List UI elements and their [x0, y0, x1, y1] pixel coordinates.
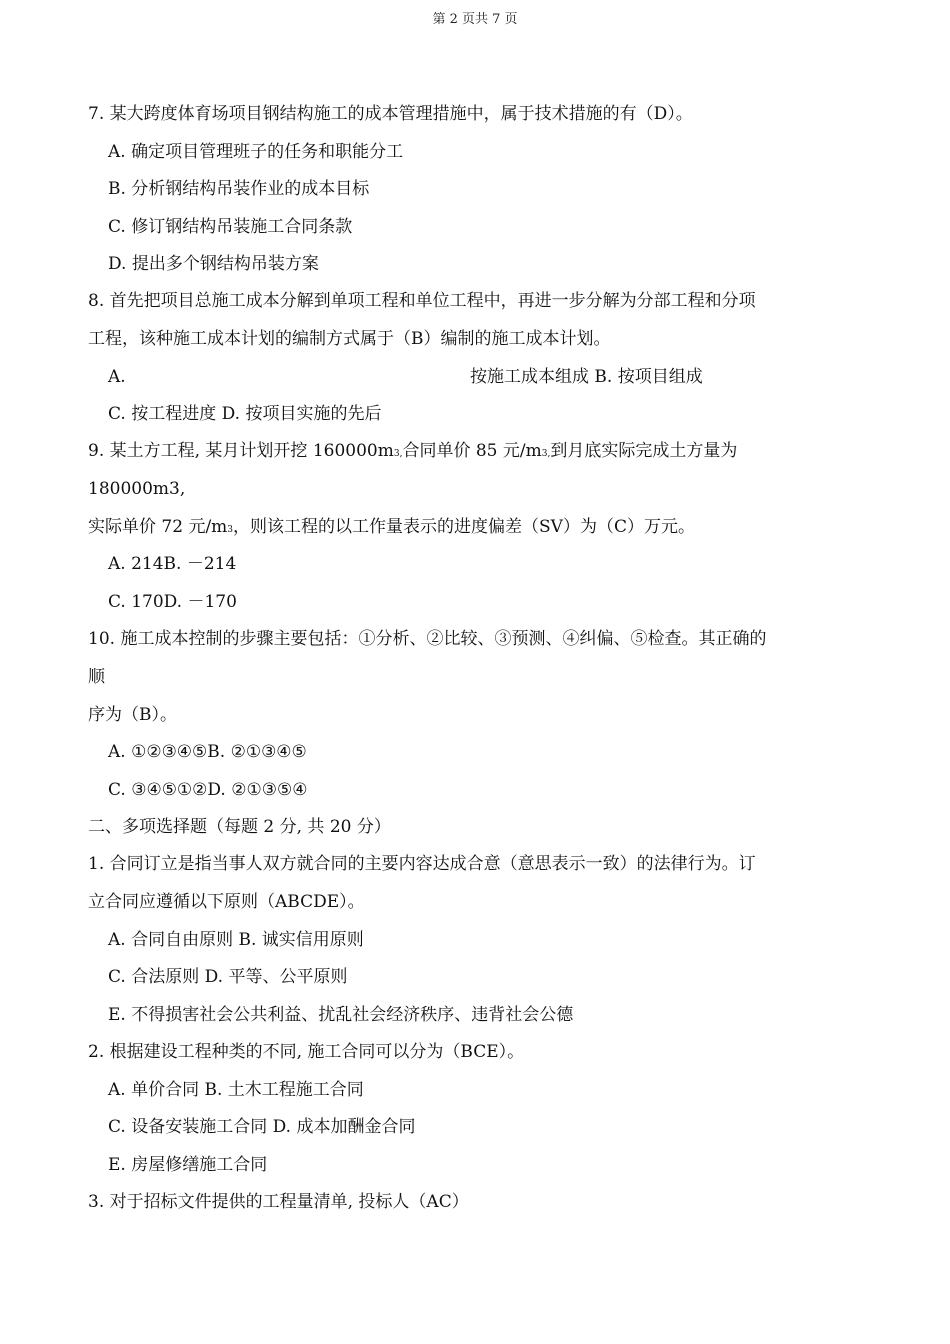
- question-9-options-cd: C. 170D. －170: [108, 592, 237, 612]
- question-8-line-2: 工程，该种施工成本计划的编制方式属于（B）编制的施工成本计划。: [88, 329, 611, 349]
- question-8-line-1: 8. 首先把项目总施工成本分解到单项工程和单位工程中，再进一步分解为分部工程和分项: [88, 291, 756, 311]
- question-10-line-1: 10. 施工成本控制的步骤主要包括：①分析、②比较、③预测、④纠偏、⑤检查。其正确的: [88, 629, 767, 649]
- question-9-line-1: [88, 443, 737, 460]
- question-10-line-2: 顺: [88, 667, 105, 687]
- cubic-superscript: 3: [227, 525, 234, 535]
- question-9-text-d: 实际单价 72 元/m: [88, 517, 228, 537]
- question-8-option-a-text: 按施工成本组成 B. 按项目组成: [470, 367, 703, 387]
- section-2-heading: 二、多项选择题（每题 2 分, 共 20 分）: [88, 817, 391, 837]
- question-9-text-a: 9. 某土方工程, 某月计划开挖 160000m: [88, 441, 394, 461]
- question-7-option-c: C. 修订钢结构吊装施工合同条款: [108, 217, 353, 237]
- cubic-superscript: 3,: [393, 449, 403, 459]
- page-header: 第 2 页共 7 页: [432, 12, 518, 27]
- question-8-options-cd: C. 按工程进度 D. 按项目实施的先后: [108, 404, 382, 424]
- multi-question-1-options-ab: A. 合同自由原则 B. 诚实信用原则: [108, 930, 364, 950]
- multi-question-1-line-1: 1. 合同订立是指当事人双方就合同的主要内容达成合意（意思表示一致）的法律行为。订: [88, 854, 756, 874]
- multi-question-1-option-e: E. 不得损害社会公共利益、扰乱社会经济秩序、违背社会公德: [108, 1005, 574, 1025]
- question-7-option-d: D. 提出多个钢结构吊装方案: [108, 254, 319, 274]
- multi-question-2-line-1: 2. 根据建设工程种类的不同, 施工合同可以分为（BCE）。: [88, 1042, 525, 1062]
- question-9-line-3: [88, 519, 695, 536]
- question-9-text-c: 到月底实际完成土方量为: [550, 441, 738, 461]
- multi-question-1-line-2: 立合同应遵循以下原则（ABCDE）。: [88, 892, 365, 912]
- question-9-text-b: 合同单价 85 元/m: [402, 441, 542, 461]
- multi-question-2-option-e: E. 房屋修缮施工合同: [108, 1155, 268, 1175]
- question-7-option-b: B. 分析钢结构吊装作业的成本目标: [108, 179, 370, 199]
- question-7: 7. 某大跨度体育场项目钢结构施工的成本管理措施中，属于技术措施的有（D）。: [88, 104, 693, 124]
- question-9-line-2: 180000m3,: [88, 479, 186, 499]
- question-10-options-ab: A. ①②③④⑤B. ②①③④⑤: [108, 742, 307, 762]
- question-9-options-ab: A. 214B. －214: [108, 554, 237, 574]
- cubic-superscript: 3,: [541, 449, 551, 459]
- question-7-option-a: A. 确定项目管理班子的任务和职能分工: [108, 142, 404, 162]
- multi-question-3-line-1: 3. 对于招标文件提供的工程量清单, 投标人（AC）: [88, 1192, 469, 1212]
- question-8-option-a: A.: [108, 367, 126, 387]
- multi-question-2-options-cd: C. 设备安装施工合同 D. 成本加酬金合同: [108, 1117, 416, 1137]
- multi-question-1-options-cd: C. 合法原则 D. 平等、公平原则: [108, 967, 348, 987]
- question-9-text-e: ，则该工程的以工作量表示的进度偏差（SV）为（C）万元。: [233, 517, 695, 537]
- question-10-options-cd: C. ③④⑤①②D. ②①③⑤④: [108, 780, 308, 800]
- multi-question-2-options-ab: A. 单价合同 B. 土木工程施工合同: [108, 1080, 364, 1100]
- question-10-line-3: 序为（B）。: [88, 705, 177, 725]
